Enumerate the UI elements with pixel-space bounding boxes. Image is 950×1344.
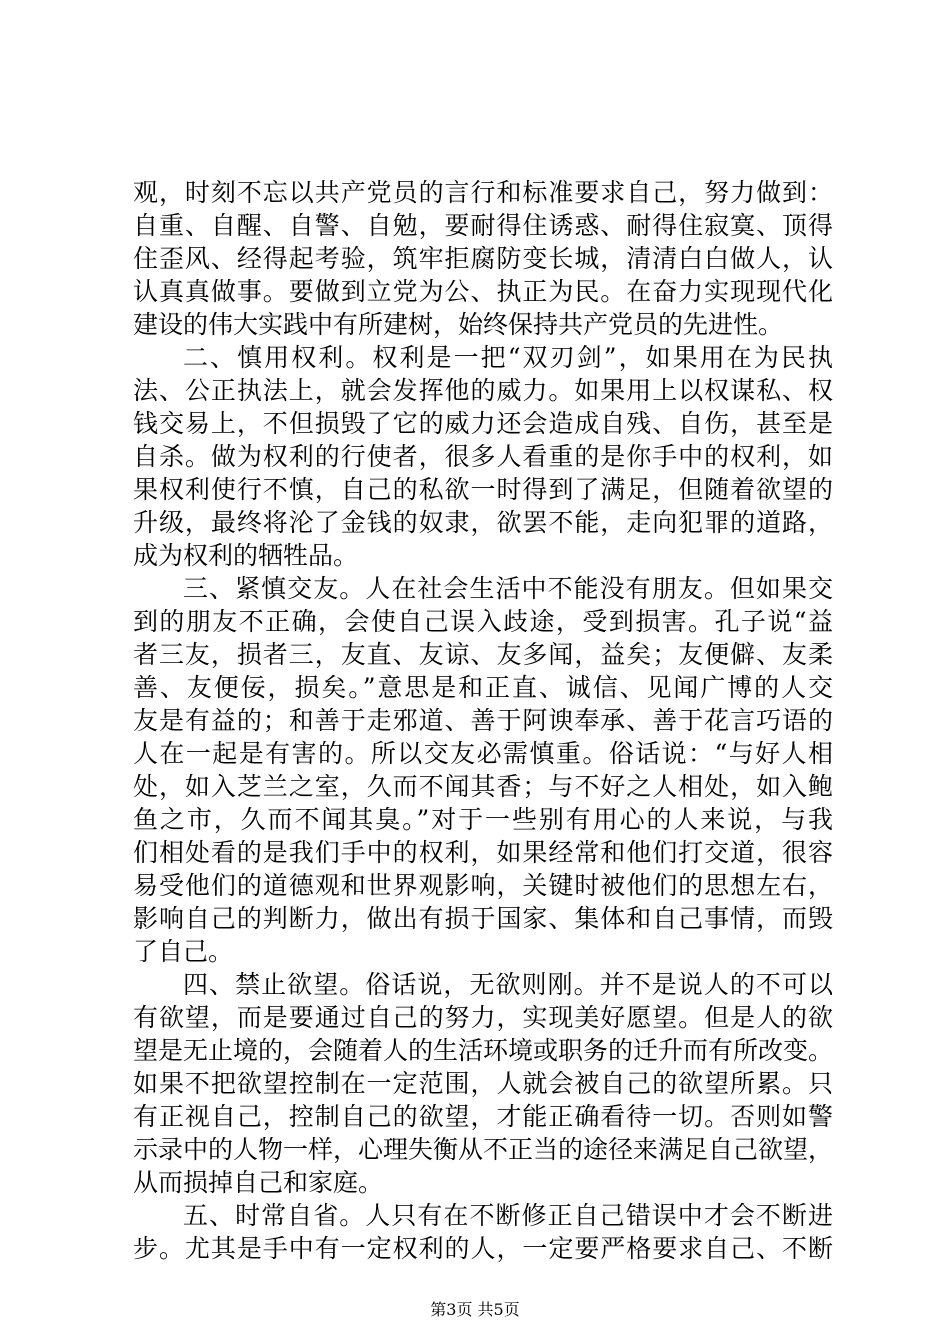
text-line: 升级，最终将沦了金钱的奴隶，欲罢不能，走向犯罪的道路， <box>133 508 833 537</box>
text-line: 者三友，损者三，友直、友谅、友多闻，益矣；友便僻、友柔 <box>133 640 833 669</box>
text-line: 善、友便佞，损矣。”意思是和正直、诚信、见闻广博的人交 <box>133 673 833 702</box>
text-line: 建设的伟大实践中有所建树，始终保持共产党员的先进性。 <box>133 310 784 339</box>
text-line: 观，时刻不忘以共产党员的言行和标准要求自己，努力做到： <box>133 178 833 207</box>
text-line: 法、公正执法上，就会发挥他的威力。如果用上以权谋私、权 <box>133 376 833 405</box>
text-line: 成为权利的牺牲品。 <box>133 541 359 570</box>
paragraph-heading-4: 四、禁止欲望。俗话说，无欲则刚。并不是说人的不可以 <box>183 970 833 999</box>
text-line: 步。尤其是手中有一定权利的人，一定要严格要求自己、不断 <box>133 1234 833 1263</box>
text-line: 有正视自己，控制自己的欲望，才能正确看待一切。否则如警 <box>133 1102 833 1131</box>
text-line: 们相处看的是我们手中的权利，如果经常和他们打交道，很容 <box>133 838 833 867</box>
text-line: 自重、自醒、自警、自勉，要耐得住诱惑、耐得住寂寞、顶得 <box>133 211 833 240</box>
text-line: 果权利使行不慎，自己的私欲一时得到了满足，但随着欲望的 <box>133 475 833 504</box>
text-line: 影响自己的判断力，做出有损于国家、集体和自己事情，而毁 <box>133 904 833 933</box>
text-line: 了自己。 <box>133 937 234 966</box>
text-line: 从而损掉自己和家庭。 <box>133 1168 384 1197</box>
text-line: 处，如入芝兰之室，久而不闻其香；与不好之人相处，如入鲍 <box>133 772 833 801</box>
text-line: 易受他们的道德观和世界观影响，关键时被他们的思想左右， <box>133 871 833 900</box>
text-line: 示录中的人物一样，心理失衡从不正当的途径来满足自己欲望， <box>133 1135 834 1164</box>
page-number-footer: 第3页 共5页 <box>430 1300 520 1319</box>
text-line: 有欲望，而是要通过自己的努力，实现美好愿望。但是人的欲 <box>133 1003 833 1032</box>
text-line: 鱼之市，久而不闻其臭。”对于一些别有用心的人来说，与我 <box>133 805 833 834</box>
text-line: 人在一起是有害的。所以交友必需慎重。俗话说：“与好人相 <box>133 739 833 768</box>
paragraph-heading-2: 二、慎用权利。权利是一把“双刃剑”，如果用在为民执 <box>183 343 833 372</box>
text-line: 认真真做事。要做到立党为公、执正为民。在奋力实现现代化 <box>133 277 833 306</box>
text-line: 自杀。做为权利的行使者，很多人看重的是你手中的权利，如 <box>133 442 833 471</box>
text-line: 如果不把欲望控制在一定范围，人就会被自己的欲望所累。只 <box>133 1069 833 1098</box>
paragraph-heading-5: 五、时常自省。人只有在不断修正自己错误中才会不断进 <box>183 1201 833 1230</box>
text-line: 住歪风、经得起考验，筑牢拒腐防变长城，清清白白做人，认 <box>133 244 833 273</box>
text-line: 望是无止境的，会随着人的生活环境或职务的迁升而有所改变。 <box>133 1036 834 1065</box>
text-line: 友是有益的；和善于走邪道、善于阿谀奉承、善于花言巧语的 <box>133 706 833 735</box>
paragraph-heading-3: 三、紧慎交友。人在社会生活中不能没有朋友。但如果交 <box>183 574 833 603</box>
text-line: 到的朋友不正确，会使自己误入歧途，受到损害。孔子说“益 <box>133 607 833 636</box>
text-line: 钱交易上，不但损毁了它的威力还会造成自残、自伤，甚至是 <box>133 409 833 438</box>
